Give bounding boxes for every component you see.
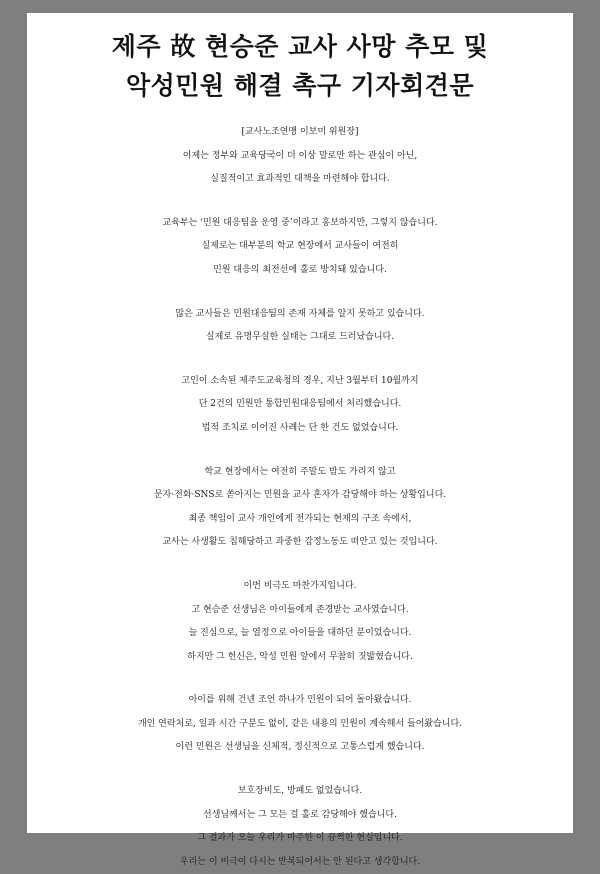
paragraph bbox=[27, 689, 573, 760]
text-line: 우리는 이 비극이 다시는 반복되어서는 안 된다고 생각합니다. bbox=[179, 856, 421, 867]
text-line: 이번 비극도 마찬가지입니다. bbox=[243, 580, 357, 591]
text-line: 교육부는 ‘민원 대응팀을 운영 중’이라고 홍보하지만, 그렇지 않습니다. bbox=[162, 217, 438, 228]
text-line: 그 결과가 오늘 우리가 마주한 이 끔찍한 현실입니다. bbox=[197, 833, 403, 844]
text-line: 이런 민원은 선생님을 신체적, 정신적으로 고통스럽게 했습니다. bbox=[175, 742, 425, 753]
text-line: 이제는 정부와 교육당국이 더 이상 말로만 하는 관심이 아닌, bbox=[182, 150, 418, 161]
paragraph bbox=[27, 121, 573, 192]
text-line: 문자·전화·SNS로 쏟아지는 민원을 교사 혼자가 감당해야 하는 상황입니다. bbox=[153, 490, 447, 501]
paragraph bbox=[27, 780, 573, 874]
text-line: 선생님께서는 그 모든 걸 홀로 감당해야 했습니다. bbox=[203, 809, 397, 820]
text-line: [교사노조연맹 이보미 위원장] bbox=[241, 127, 359, 137]
paragraph bbox=[27, 370, 573, 441]
title-line-1: 제주 故 현승준 교사 사망 추모 및 bbox=[111, 32, 489, 61]
text-line: 민원 대응의 최전선에 홀로 방치돼 있습니다. bbox=[213, 264, 387, 275]
text-line: 고 현승준 선생님은 아이들에게 존경받는 교사였습니다. bbox=[191, 604, 409, 615]
text-line: 개인 연락처로, 일과 시간 구분도 없이, 같은 내용의 민원이 계속해서 들어왔습니다. bbox=[137, 718, 463, 729]
text-line: 고인이 소속된 제주도교육청의 경우, 지난 3월부터 10월까지 bbox=[181, 375, 419, 386]
text-line: 단 2건의 민원만 통합민원대응팀에서 처리했습니다. bbox=[198, 399, 402, 410]
paragraph bbox=[27, 461, 573, 555]
text-line: 하지만 그 헌신은, 악성 민원 앞에서 무참히 짓밟혔습니다. bbox=[187, 651, 413, 662]
paragraph bbox=[27, 303, 573, 350]
text-line: 많은 교사들은 민원대응팀의 존재 자체를 알지 못하고 있습니다. bbox=[175, 308, 425, 319]
paragraph bbox=[27, 575, 573, 669]
text-line: 실제로 유명무실한 실태는 그대로 드러났습니다. bbox=[205, 332, 395, 343]
press-statement-page bbox=[27, 13, 573, 867]
paragraph-gap bbox=[27, 669, 573, 689]
document-title bbox=[27, 27, 573, 105]
paragraph bbox=[27, 212, 573, 283]
text-line: 실제로는 대부분의 학교 현장에서 교사들이 여전히 bbox=[201, 241, 399, 252]
paragraph-gap bbox=[27, 760, 573, 780]
text-line: 법적 조치로 이어진 사례는 단 한 건도 없었습니다. bbox=[201, 422, 399, 433]
text-line: 교사는 사생활도 침해당하고 과중한 감정노동도 떠안고 있는 것입니다. bbox=[162, 537, 438, 548]
statement-body bbox=[27, 121, 573, 874]
text-line: 최종 책임이 교사 개인에게 전가되는 현재의 구조 속에서, bbox=[188, 513, 412, 524]
paragraph-gap bbox=[27, 283, 573, 303]
paragraph-gap bbox=[27, 350, 573, 370]
text-line: 실질적이고 효과적인 대책을 마련해야 합니다. bbox=[210, 174, 390, 185]
text-line: 학교 현장에서는 여전히 주말도 밤도 가리지 않고 bbox=[204, 466, 396, 477]
paragraph-gap bbox=[27, 441, 573, 461]
paragraph-gap bbox=[27, 192, 573, 212]
paragraph-gap bbox=[27, 555, 573, 575]
title-line-2: 악성민원 해결 촉구 기자회견문 bbox=[125, 71, 475, 100]
text-line: 보호장비도, 방패도 없었습니다. bbox=[237, 786, 363, 797]
text-line: 아이를 위해 건넨 조언 하나가 민원이 되어 돌아왔습니다. bbox=[188, 695, 412, 706]
text-line: 늘 진심으로, 늘 열정으로 아이들을 대하던 분이었습니다. bbox=[188, 628, 412, 639]
